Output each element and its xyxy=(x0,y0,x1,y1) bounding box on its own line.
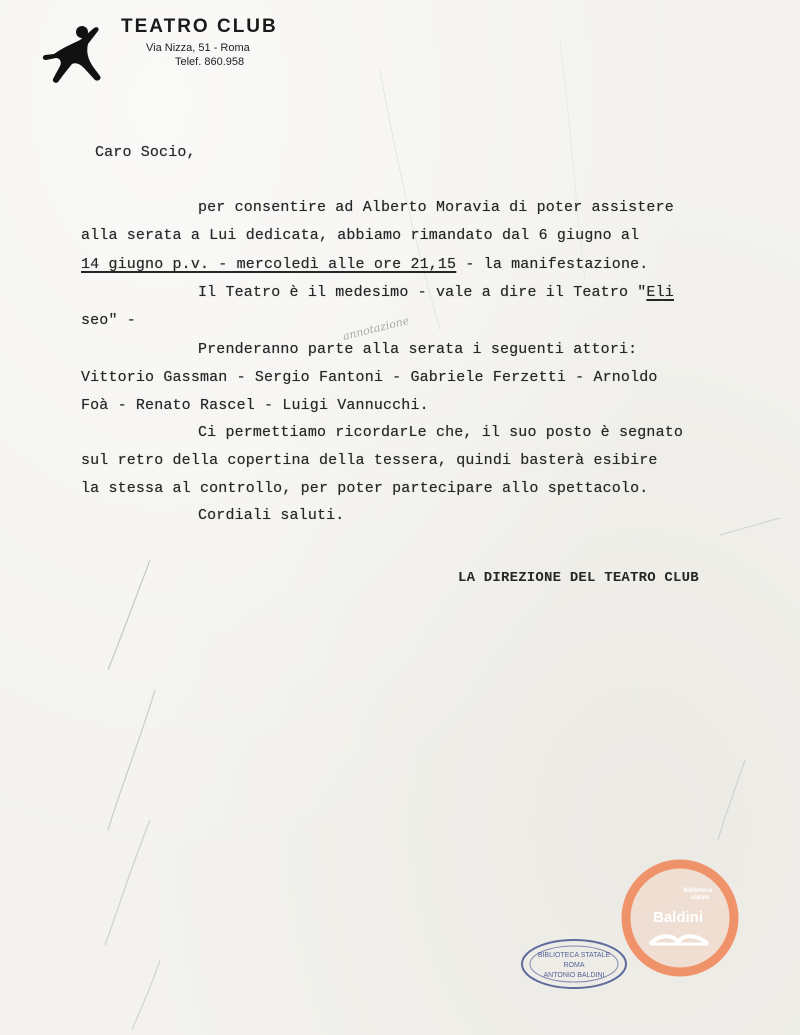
paragraph-1-line-1: per consentire ad Alberto Moravia di poter assistere xyxy=(198,199,674,216)
paragraph-2-line-1-text: Il Teatro è il medesimo - vale a dire il Teatro " xyxy=(198,284,647,301)
library-stamp xyxy=(519,937,629,991)
paragraph-1-line-3 xyxy=(81,256,648,274)
paragraph-1-line-2: alla serata a Lui dedicata, abbiamo rimandato dal 6 giugno al xyxy=(81,227,640,244)
svg-text:BIBLIOTECA STATALE: BIBLIOTECA STATALE xyxy=(537,952,611,959)
paragraph-3-line-1: Prenderanno parte alla serata i seguenti attori: xyxy=(198,341,638,358)
paragraph-3-line-2: Vittorio Gassman - Sergio Fantoni - Gabriele Ferzetti - Arnoldo xyxy=(81,369,658,386)
letterhead-title: TEATRO CLUB xyxy=(121,16,278,37)
theatre-name-underlined: Eli xyxy=(646,284,674,301)
closing: Cordiali saluti. xyxy=(198,507,345,524)
paragraph-4-line-2: sul retro della copertina della tessera, quindi basterà esibire xyxy=(81,452,658,469)
handwritten-note: annotazione xyxy=(341,313,411,344)
letterhead-phone: Telef. 860.958 xyxy=(175,56,245,68)
paragraph-2-line-1 xyxy=(198,284,674,302)
paragraph-2-line-2: seo" - xyxy=(81,312,136,329)
svg-text:ROMA: ROMA xyxy=(563,962,585,969)
paragraph-4-line-3: la stessa al controllo, per poter partecipare allo spettacolo. xyxy=(81,480,649,497)
letterhead-address: Via Nizza, 51 - Roma xyxy=(146,42,250,54)
salutation: Caro Socio, xyxy=(95,144,196,161)
paragraph-4-line-1: Ci permettiamo ricordarLe che, il suo posto è segnato xyxy=(198,424,684,441)
dancer-figure-icon xyxy=(42,22,106,84)
paragraph-1-line-3-rest: - la manifestazione. xyxy=(456,256,649,273)
svg-text:statale: statale xyxy=(690,895,710,901)
event-date-underlined: 14 giugno p.v. - mercoledì alle ore 21,15 xyxy=(81,256,457,273)
svg-text:Biblioteca: Biblioteca xyxy=(683,888,713,894)
baldini-seal-icon xyxy=(620,858,740,978)
signature: LA DIREZIONE DEL TEATRO CLUB xyxy=(458,570,699,586)
svg-text:Baldini: Baldini xyxy=(652,909,704,926)
svg-text:ANTONIO BALDINI: ANTONIO BALDINI xyxy=(543,972,605,979)
paragraph-3-line-3: Foà - Renato Rascel - Luigi Vannucchi. xyxy=(81,397,429,414)
